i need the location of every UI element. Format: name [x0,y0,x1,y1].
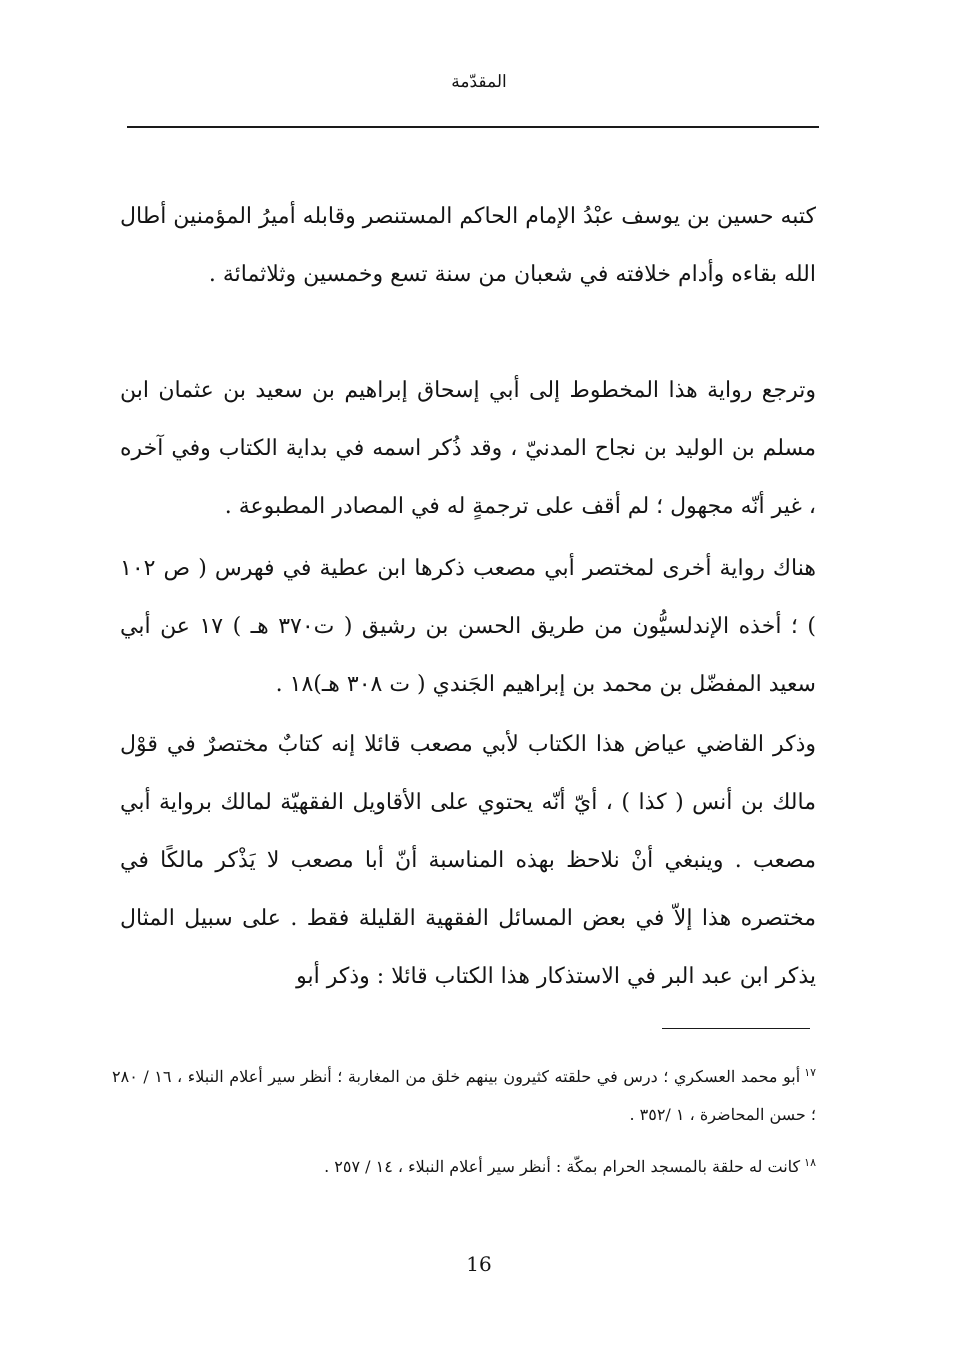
footnote-rule [662,1028,810,1029]
footnote-18 [112,1148,816,1186]
page-number: 16 [466,1252,492,1276]
footnote-number: ١٨ [804,1155,816,1169]
footnote-text: كانت له حلقة بالمسجد الحرام بمكّة : أنظر سير أعلام النبلاء ، ١٤ / ٢٥٧ . [324,1157,801,1176]
paragraph-other-recension: هناك رواية أخرى لمختصر أبي مصعب ذكرها ابن عطية في فهرس ( ص ١٠٢ ) ؛ أخذه الإندلسيُّون من طريق الحسن بن رشيق ( ت٣٧٠ هـ ) ١٧ عن أبي سعيد المفضّل بن محمد بن إبراهيم الجَندي ( ت ٣٠٨ هـ)١٨ . [120,556,816,697]
footnote-number: ١٧ [804,1065,817,1079]
paragraph-transmission: وترجع رواية هذا المخطوط إلى أبي إسحاق إبراهيم بن سعيد بن عثمان ابن مسلم بن الوليد بن نجاح المدنيّ ، وقد ذُكر اسمه في بداية الكتاب وفي آخره ، غير أنّه مجهول ؛ لم أقف على ترجمةٍ له في المصادر المطبوعة . [120,378,816,519]
footnote-text: أبو محمد العسكري ؛ درس في حلقته كثيرون بينهم خلق من المغاربة ؛ أنظر سير أعلام النبلاء ، ١٦ / ٢٨٠ ؛ حسن المحاضرة ، ١ /٣٥٢ . [112,1067,816,1124]
paragraph-colophon: كتبه حسين بن يوسف عبْدُ الإمام الحاكم المستنصر وقابله أميرُ المؤمنين أطال الله بقاءه وأدام خلافته في شعبان من سنة تسع وخمسين وثلاثمائة . [120,204,816,287]
running-header: المقدّمة [451,72,507,92]
header-rule [127,126,819,128]
paragraph-qadi-iyad: وذكر القاضي عياض هذا الكتاب لأبي مصعب قائلا إنه كتابٌ مختصرٌ في قوْل مالك بن أنس ( كذا ) ، أيّ أنّه يحتوي على الأقاويل الفقهيّة لمالك برواية أبي مصعب . وينبغي أنْ نلاحظ بهذه المناسبة أنّ أبا مصعب لا يَذْكر مالكًا في مختصره هذا إلاّ في بعض المسائل الفقهية القليلة فقط . على سبيل المثال يذكر ابن عبد البر في الاستذكار هذا الكتاب قائلا : وذكر أبو [120,732,816,989]
footnote-17 [112,1058,816,1134]
